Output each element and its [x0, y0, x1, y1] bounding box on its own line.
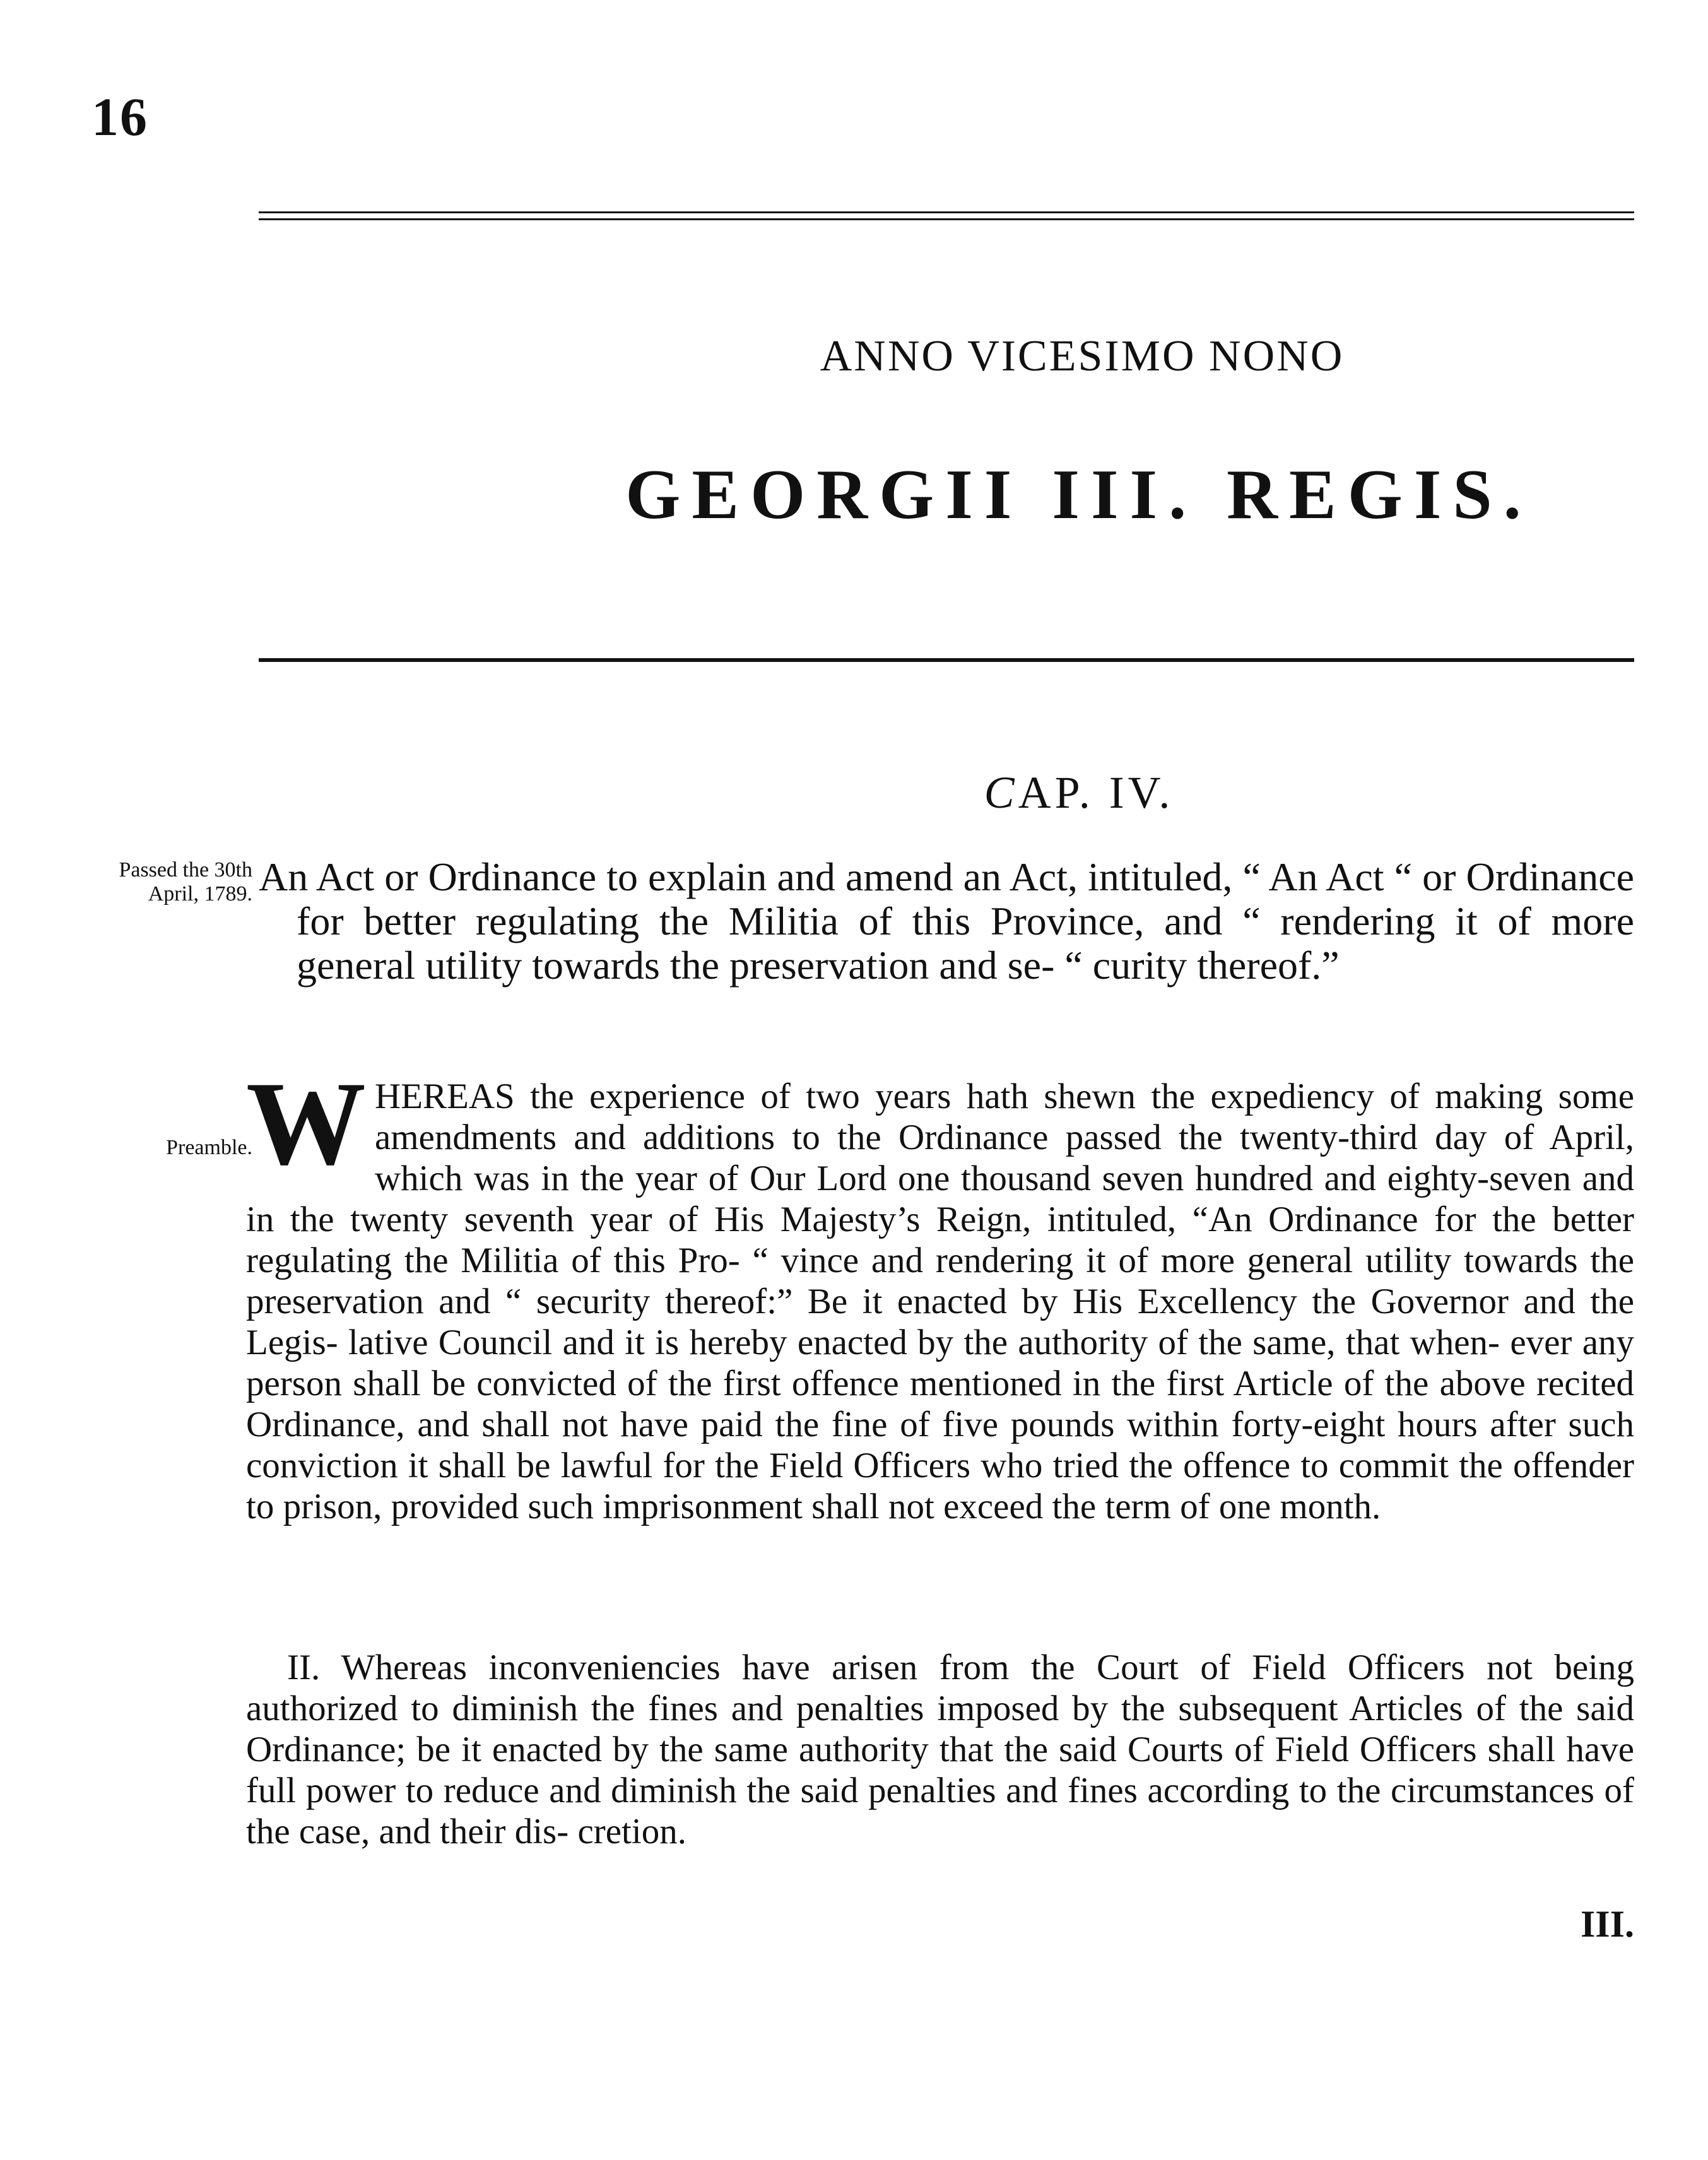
- page-number: 16: [91, 86, 148, 147]
- margin-note-passed: Passed the 30th April, 1789.: [119, 858, 252, 906]
- chapter-heading: [259, 767, 1634, 819]
- preamble-text: HEREAS the experience of two years hath shewn the expediency of making some amendments and additions to the Ordinance passed the twenty-third day of April, which was in the year of Our Lord one thousand seven hundred and eighty-seven and in the twenty seventh year of His Majesty’s Reign, intituled, “An Ordinance for the better regulating the Militia of this Pro- “ vince and rendering it of more general utility towards the preservation and “ security thereof:” Be it enacted by His Excellency the Governor and the Legis- lative Council and it is hereby enacted by the authority of the same, that when- ever any person shall be convicted of the first offence mentioned in the first Article of the above recited Ordinance, and shall not have paid the fine of five pounds within forty-eight hours after such conviction it shall be lawful for the Field Officers who tried the offence to commit the offender to prison, provided such imprisonment shall not exceed the term of one month.: [246, 1077, 1634, 1526]
- chapter-heading-rest: AP. IV.: [1018, 767, 1174, 818]
- margin-note-preamble: Preamble.: [166, 1136, 252, 1159]
- section-two-paragraph: II. Whereas inconveniencies have arisen from the Court of Field Officers not being authorized to diminish the fines and penalties imposed by the subsequent Articles of the said Ordinance; be it enacted by the same authority that the said Courts of Field Officers shall have full power to reduce and diminish the said penalties and fines according to the circumstances of the case, and their dis- cretion.: [246, 1648, 1634, 1851]
- act-title: An Act or Ordinance to explain and amend an Act, intituled, “ An Act “ or Ordinance for better regulating the Militia of this Province, and “ rendering it of more general utility towards the preservation and se- “ curity thereof.”: [259, 854, 1634, 988]
- heading-rule: [259, 658, 1634, 662]
- preamble-paragraph: [246, 1058, 1634, 1527]
- catchword: III.: [1580, 1903, 1634, 1945]
- chapter-heading-initial: C: [984, 767, 1018, 818]
- regis-heading: GEORGII III. REGIS.: [625, 456, 1533, 534]
- anno-heading: ANNO VICESIMO NONO: [820, 332, 1345, 381]
- drop-cap: W: [246, 1058, 366, 1190]
- top-double-rule: [259, 211, 1634, 220]
